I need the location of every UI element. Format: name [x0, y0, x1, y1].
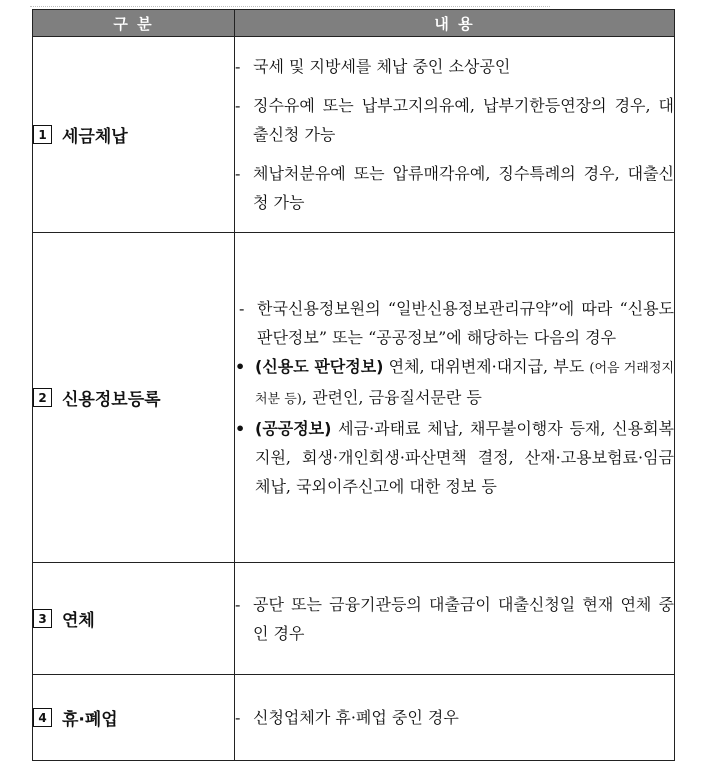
row-number-box: 2 — [33, 388, 52, 407]
category-label: 휴·폐업 — [62, 710, 118, 730]
category-cell — [33, 37, 235, 233]
header-content: 내 용 — [235, 10, 675, 37]
category-label: 세금체납 — [62, 127, 128, 147]
content-cell — [235, 37, 675, 233]
sub-item-credit-info: • (신용도 판단정보) 연체, 대위변제·대지급, 부도 (어음 거래정지처분 등), 관련인, 금융질서문란 등 — [235, 357, 674, 407]
list-item: - 국세 및 지방세를 체납 중인 소상공인 — [235, 57, 511, 76]
header-category: 구 분 — [33, 10, 235, 37]
row-number-box: 4 — [33, 708, 52, 727]
category-cell — [33, 233, 235, 563]
eligibility-table — [32, 9, 675, 761]
list-item: - 체납처분유예 또는 압류매각유예, 징수특례의 경우, 대출신청 가능 — [235, 164, 674, 212]
row-number-box: 3 — [33, 609, 52, 628]
cropped-text-strip — [30, 0, 550, 7]
content-cell — [235, 675, 675, 761]
table-row — [33, 37, 675, 233]
list-item: - 신청업체가 휴·폐업 중인 경우 — [235, 708, 459, 727]
table-row — [33, 675, 675, 761]
sub-item-public-info: • (공공정보) 세금·과태료 체납, 채무불이행자 등재, 신용회복지원, 회생·개인회생·파산면책 결정, 산재·고용보험료·임금 체납, 국외이주신고에 대한 정보 등 — [235, 419, 674, 496]
content-cell — [235, 563, 675, 675]
category-cell — [33, 563, 235, 675]
list-item: - 공단 또는 금융기관등의 대출금이 대출신청일 현재 연체 중인 경우 — [235, 594, 674, 643]
list-item: - 한국신용정보원의 “일반신용정보관리규약”에 따라 “신용도판단정보” 또는 “공공정보”에 해당하는 다음의 경우 — [239, 299, 674, 347]
category-cell — [33, 675, 235, 761]
row-number-box: 1 — [33, 125, 52, 144]
table-header-row — [33, 10, 675, 37]
category-label: 신용정보등록 — [62, 390, 161, 410]
list-item: - 징수유예 또는 납부고지의유예, 납부기한등연장의 경우, 대출신청 가능 — [235, 96, 674, 144]
table-row — [33, 563, 675, 675]
category-label: 연체 — [62, 611, 95, 631]
content-cell — [235, 233, 675, 563]
table-row — [33, 233, 675, 563]
